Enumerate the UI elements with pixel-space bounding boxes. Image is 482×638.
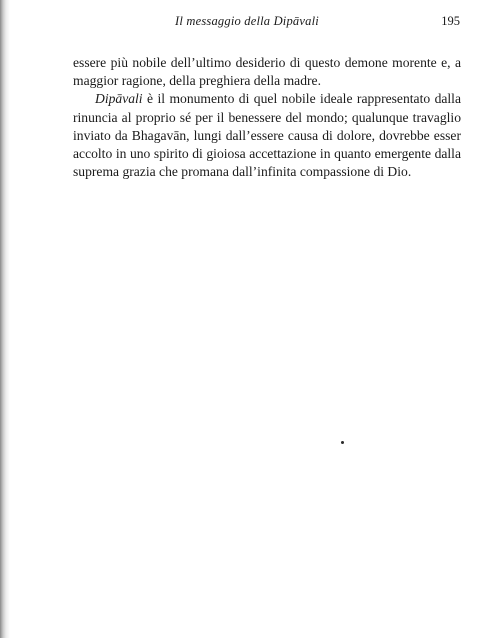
paragraph-dipavali	[73, 90, 461, 181]
paragraph-body: è il monumento di quel nobile ideale rappresentato dalla rinuncia al proprio sé per il benessere del mondo; qualunque travaglio inviato da Bhagavān, lungi dall’essere causa di dolore, dovrebbe esser accolto in uno spirito di gioiosa accettazione in quanto emergente dalla suprema grazia che promana dall’infinita compassione di Dio.	[73, 91, 461, 180]
binding-gutter-shadow	[0, 0, 10, 638]
scan-speck	[341, 441, 344, 444]
paragraph-continuation: essere più nobile dell’ultimo desiderio di questo demone morente e, a maggior ragione, della preghiera della madre.	[73, 55, 461, 89]
paragraph-lead-italic: Dipāvali	[95, 91, 143, 107]
page-number: 195	[441, 14, 460, 28]
running-title: Il messaggio della Dipāvali	[175, 14, 319, 28]
running-header	[60, 14, 460, 34]
body-text	[73, 54, 461, 181]
